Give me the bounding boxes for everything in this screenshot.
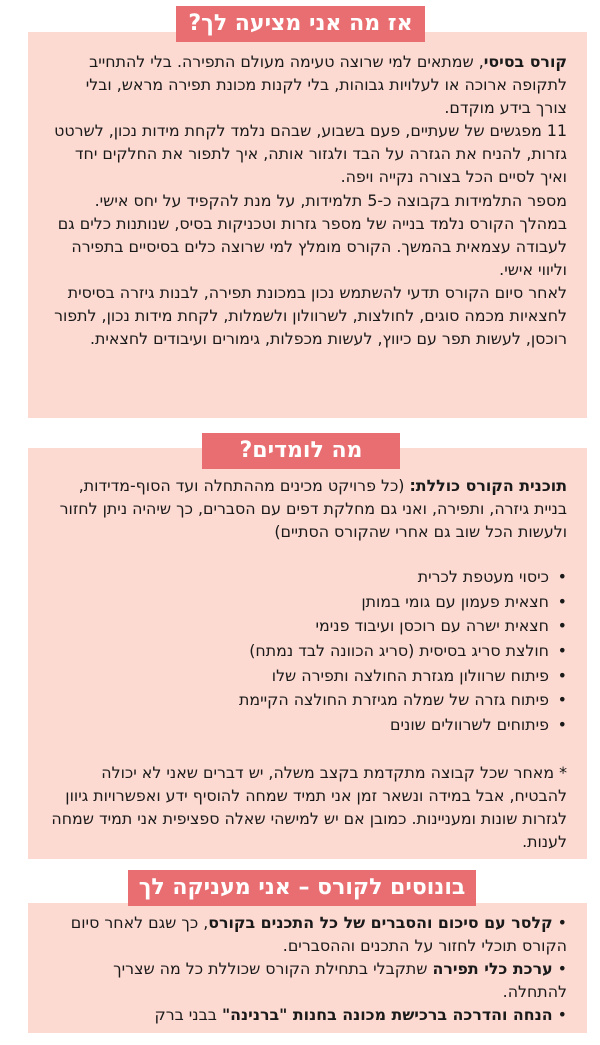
curriculum-item-text: פיתוחים לשרוולים שונים	[390, 714, 549, 734]
bonus-item-text: שתקבלי בתחילת הקורס שכוללת כל מה שצריך להתחלה.	[113, 959, 567, 1002]
section-title-offer: אז מה אני מציעה לך?	[176, 6, 425, 42]
offer-paragraph-1	[50, 50, 567, 119]
curriculum-intro-text: (כל פרויקט מכינים מההתחלה ועד הסוף-מדידות, בניית גיזרה, ותפירה, ואני גם מחלקת דפים עם הסברים, כך שיהיה ניתן לחזור ולעשות הכל שוב גם אחרי שהקורס הסתיים)	[59, 476, 567, 542]
offer-paragraph-6: לחצאיות מכמה סוגים, לחולצות, לשרוולון ולשמלות, לקחת מידות נכון, לתפור רוכסן, לעשות תפר עם כיווץ, לעשות מכפלות, גימורים ועיבודים לחצאית.	[54, 306, 567, 349]
bonuses-box	[28, 903, 587, 1033]
bonus-item-text: , כך שגם לאחר סיום הקורס תוכלי לחזור על התכנים וההסברים.	[70, 913, 567, 956]
bonuses-content	[28, 911, 587, 1026]
bonus-item-highlight: ערכת כלי תפירה	[432, 959, 553, 979]
curriculum-item-text: חולצת סריג בסיסית (סריג הכוונה לבד נמתח)	[249, 641, 549, 661]
bullet-icon: •	[557, 591, 567, 611]
curriculum-item-text: כיסוי מעטפת לכרית	[417, 567, 549, 587]
bonus-item-highlight: הנחה והדרכה ברכישת מכונה בחנות "ברנינה"	[221, 1005, 553, 1025]
offer-paragraph-4: במהלך הקורס נלמד בנייה של מספר גזרות וטכניקות בסיס, שנותנות כלים גם לעבודה עצמאית בהמשך. הקורס מומלץ למי שרוצה כלים בסיסיים בתפירה וליווי אישי.	[57, 213, 567, 279]
curriculum-item	[50, 614, 567, 637]
course-offer-box	[28, 32, 587, 418]
bonus-item-highlight: קלסר עם סיכום והסברים של כל התכנים בקורס	[208, 913, 553, 932]
bonus-item	[50, 1003, 567, 1026]
bullet-icon: •	[557, 959, 567, 979]
offer-paragraph-2: 11 מפגשים של שעתיים, פעם בשבוע, שבהם נלמד לקחת מידות נכון, לשרטט גזרות, להניח את הגזרה על הבד ולגזור אותה, איך לתפור את החלקים יחד ואיך לסיים הכל בצורה נקייה ויפה.	[54, 121, 567, 187]
curriculum-item	[50, 688, 567, 711]
offer-paragraph-1-text: , שמתאים למי שרוצה טעימה מעולם התפירה. בלי להתחייב לתקופה ארוכה או לעלויות גבוהות, בלי לקנות מכונת תפירה מראש, ובלי צורך בידע מוקדם.	[85, 52, 567, 118]
curriculum-list	[50, 565, 567, 736]
curriculum-item-text: חצאית פעמון עם גומי במותן	[361, 591, 549, 611]
curriculum-box	[28, 448, 587, 859]
curriculum-item	[50, 639, 567, 662]
offer-paragraph-3: מספר התלמידות בקבוצה כ-5 תלמידות, על מנת להקפיד על יחס אישי.	[94, 190, 567, 210]
bullet-icon: •	[557, 567, 567, 587]
bonus-item	[50, 911, 567, 957]
curriculum-item-text: חצאית ישרה עם רוכסן ועיבוד פנימי	[315, 616, 549, 636]
section-title-bonuses: בונוסים לקורס – אני מעניקה לך	[128, 870, 476, 906]
curriculum-item	[50, 590, 567, 613]
curriculum-item	[50, 713, 567, 736]
bonus-item	[50, 957, 567, 1003]
curriculum-item-text: פיתוח שרוולון מגזרת החולצה ותפירה שלו	[271, 665, 549, 685]
bullet-icon: •	[557, 641, 567, 661]
offer-paragraph-5: לאחר סיום הקורס תדעי להשתמש נכון במכונת תפירה, לבנות גיזרה בסיסית	[67, 282, 567, 302]
curriculum-item	[50, 664, 567, 687]
curriculum-item	[50, 565, 567, 588]
bullet-icon: •	[557, 616, 567, 636]
bullet-icon: •	[557, 714, 567, 734]
basic-course-highlight: קורס בסיסי	[483, 52, 567, 71]
bullet-icon: •	[557, 1005, 567, 1025]
course-offer-content	[28, 50, 587, 350]
curriculum-intro-label: תוכנית הקורס כוללת:	[409, 476, 567, 495]
bullet-icon: •	[557, 913, 567, 932]
bonuses-list	[50, 911, 567, 1026]
curriculum-content	[28, 474, 587, 853]
curriculum-item-text: פיתוח גזרה של שמלה מגיזרת החולצה הקיימת	[239, 690, 549, 710]
curriculum-intro	[50, 474, 567, 543]
curriculum-note: * מאחר שכל קבוצה מתקדמת בקצב משלה, יש דברים שאני לא יכולה להבטיח, אבל במידה ונשאר זמן אני תמיד שמחה להוסיף ידע ואפשרויות גיוון לגזרות שונות ומעניינות. כמובן אם יש למישהי שאלה ספציפית אני תמיד שמחה לענות.	[51, 762, 567, 852]
bonus-item-text: בבני ברק	[154, 1005, 222, 1025]
bullet-icon: •	[557, 665, 567, 685]
section-title-curriculum: מה לומדים?	[202, 433, 400, 469]
bullet-icon: •	[557, 690, 567, 710]
